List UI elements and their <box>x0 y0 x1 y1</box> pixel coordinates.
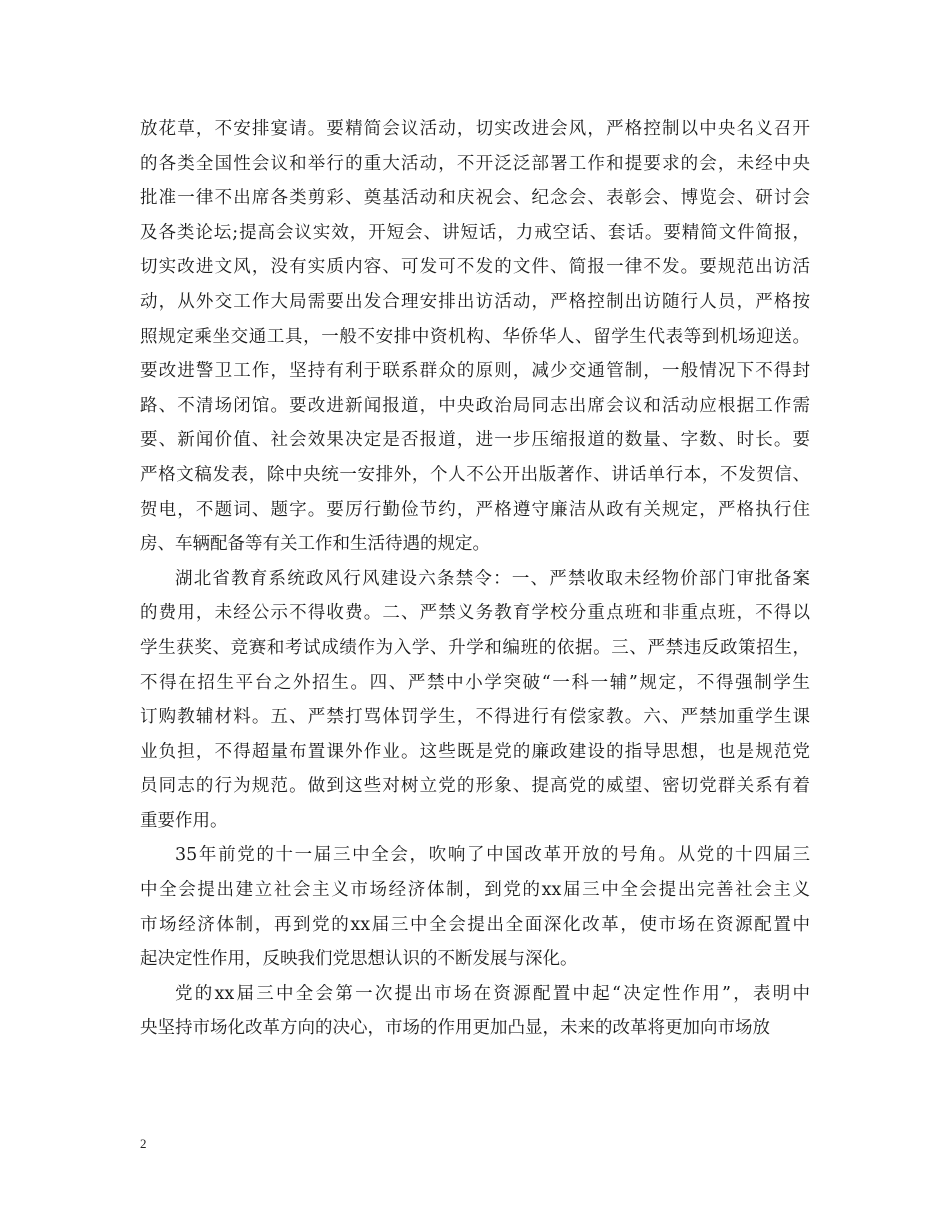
paragraph <box>140 562 810 839</box>
text-line: 党的xx届三中全会第一次提出市场在资源配置中起“决定性作用”，表明中 <box>175 983 810 1004</box>
text-line: 35年前党的十一届三中全会，吹响了中国改革开放的号角。从党的十四届三 <box>175 845 810 866</box>
body-text <box>140 112 810 1046</box>
text-line: 放花草，不安排宴请。要精简会议活动，切实改进会风，严格控制以中央名义召开 <box>140 119 810 139</box>
text-line: 重要作用。 <box>140 810 228 831</box>
paragraph <box>140 977 810 1046</box>
text-line: 的费用，未经公示不得收费。二、严禁义务教育学校分重点班和非重点班，不得以 <box>140 603 810 624</box>
paragraph <box>140 838 810 976</box>
text-line: 湖北省教育系统政风行风建设六条禁令：一、严禁收取未经物价部门审批备案 <box>175 568 810 589</box>
text-line: 照规定乘坐交通工具，一般不安排中资机构、华侨华人、留学生代表等到机场迎送。 <box>140 326 810 347</box>
text-line: 员同志的行为规范。做到这些对树立党的形象、提高党的威望、密切党群关系有着 <box>140 776 810 797</box>
text-line: 的各类全国性会议和举行的重大活动，不开泛泛部署工作和提要求的会，未经中央 <box>140 153 810 174</box>
text-line: 路、不清场闭馆。要改进新闻报道，中央政治局同志出席会议和活动应根据工作需 <box>140 395 810 416</box>
text-line: 严格文稿发表，除中央统一安排外，个人不公开出版著作、讲话单行本，不发贺信、 <box>140 464 810 485</box>
text-line: 市场经济体制，再到党的xx届三中全会提出全面深化改革，使市场在资源配置中 <box>140 914 810 935</box>
text-line: 起决定性作用，反映我们党思想认识的不断发展与深化。 <box>140 949 578 970</box>
text-line: 要改进警卫工作，坚持有利于联系群众的原则，减少交通管制，一般情况下不得封 <box>140 361 810 382</box>
text-line: 不得在招生平台之外招生。四、严禁中小学突破“一科一辅”规定，不得强制学生 <box>140 672 810 693</box>
text-line: 央坚持市场化改革方向的决心，市场的作用更加凸显，未来的改革将更加向市场放 <box>140 1018 770 1039</box>
text-line: 订购教辅材料。五、严禁打骂体罚学生，不得进行有偿家教。六、严禁加重学生课 <box>140 707 810 728</box>
paragraph <box>140 112 810 562</box>
text-line: 动，从外交工作大局需要出发合理安排出访活动，严格控制出访随行人员，严格按 <box>140 291 810 312</box>
text-line: 批准一律不出席各类剪彩、奠基活动和庆祝会、纪念会、表彰会、博览会、研讨会 <box>140 188 810 209</box>
text-line: 切实改进文风，没有实质内容、可发可不发的文件、简报一律不发。要规范出访活 <box>140 257 810 278</box>
text-line: 中全会提出建立社会主义市场经济体制，到党的xx届三中全会提出完善社会主义 <box>140 880 810 901</box>
text-line: 房、车辆配备等有关工作和生活待遇的规定。 <box>140 534 490 555</box>
text-line: 业负担，不得超量布置课外作业。这些既是党的廉政建设的指导思想，也是规范党 <box>140 741 810 762</box>
text-line: 学生获奖、竞赛和考试成绩作为入学、升学和编班的依据。三、严禁违反政策招生， <box>140 637 810 658</box>
text-line: 要、新闻价值、社会效果决定是否报道，进一步压缩报道的数量、字数、时长。要 <box>140 430 810 451</box>
text-line: 贺电，不题词、题字。要厉行勤俭节约，严格遵守廉洁从政有关规定，严格执行住 <box>140 499 810 520</box>
text-line: 及各类论坛;提高会议实效，开短会、讲短话，力戒空话、套话。要精简文件简报， <box>140 222 810 243</box>
page-number: 2 <box>140 1136 147 1151</box>
